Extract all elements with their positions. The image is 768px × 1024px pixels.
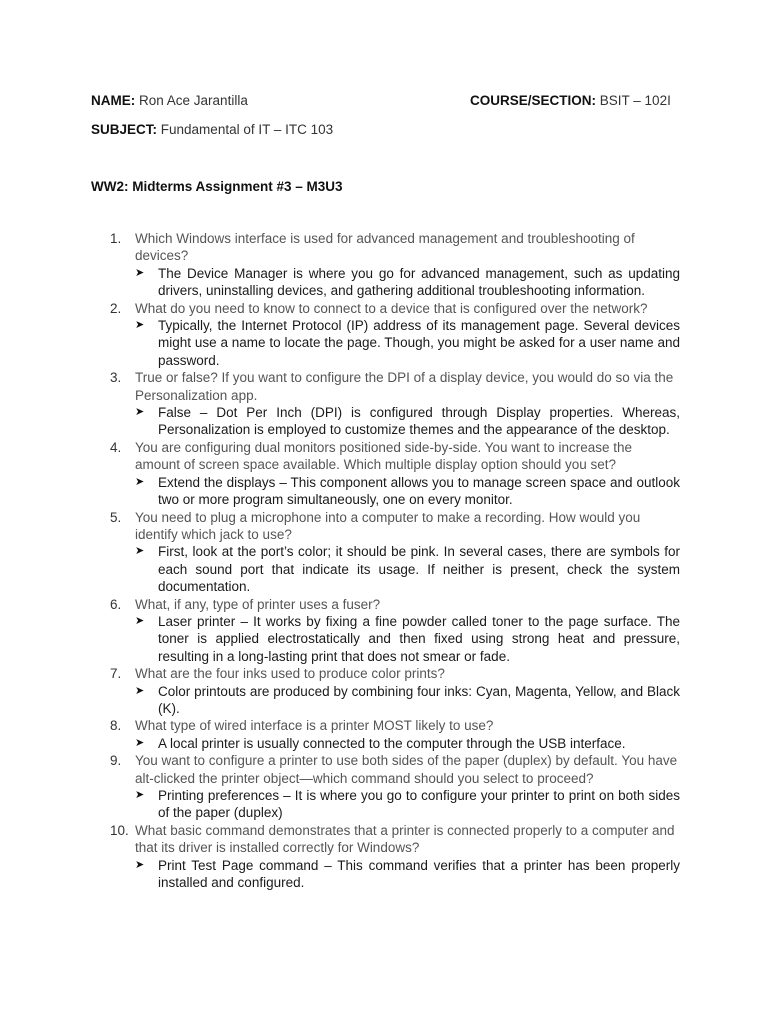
arrowhead-bullet-icon: ➤	[135, 789, 145, 801]
question-list	[110, 230, 680, 891]
answer-item	[135, 317, 680, 369]
answer-text: Printing preferences – It is where you go to configure your printer to print on both sides of the paper (duplex)	[158, 788, 680, 821]
answer-item	[135, 265, 680, 300]
subject-label: SUBJECT:	[91, 122, 158, 137]
question-item	[110, 665, 680, 717]
question-text: You want to configure a printer to use both sides of the paper (duplex) by default. You have alt-clicked the printer object—which command should you select to proceed?	[135, 753, 678, 786]
subject-line	[91, 121, 333, 139]
question-item	[110, 752, 680, 822]
question-text: True or false? If you want to configure the DPI of a display device, you would do so via the Personalization app.	[135, 370, 674, 403]
question-number: 1.	[110, 231, 122, 246]
answer-item	[135, 683, 680, 718]
arrowhead-bullet-icon: ➤	[135, 858, 145, 871]
arrowhead-bullet-icon: ➤	[135, 406, 145, 419]
course-section-label: COURSE/SECTION:	[470, 93, 597, 108]
question-number: 8.	[110, 718, 122, 734]
question-item	[110, 369, 680, 439]
name-value: Ron Ace Jarantilla	[139, 93, 248, 108]
name-line	[91, 92, 248, 110]
answer-item	[135, 474, 680, 509]
question-item	[110, 230, 680, 300]
question-number: 9.	[110, 753, 122, 769]
question-item	[110, 509, 680, 596]
question-number: 4.	[110, 439, 122, 455]
answer-text: Typically, the Internet Protocol (IP) address of its management page. Several devices might use a name to locate the page. Though, you might be asked for a user name and password.	[158, 318, 680, 368]
course-section-line	[470, 92, 671, 110]
answer-text: A local printer is usually connected to the computer through the USB interface.	[158, 735, 626, 751]
arrowhead-bullet-icon: ➤	[135, 614, 145, 627]
assignment-title: WW2: Midterms Assignment #3 – M3U3	[91, 179, 343, 194]
answer-item	[135, 857, 680, 892]
arrowhead-bullet-icon: ➤	[135, 684, 145, 697]
question-item	[110, 439, 680, 509]
answer-item	[135, 735, 680, 752]
answer-item	[135, 543, 680, 595]
name-label: NAME:	[91, 93, 136, 108]
answer-text: Extend the displays – This component allows you to manage screen space and outlook two or more program simultaneously, one on every monitor.	[158, 474, 680, 508]
question-item	[110, 300, 680, 370]
answer-item	[135, 404, 680, 439]
answer-text: Color printouts are produced by combining four inks: Cyan, Magenta, Yellow, and Black (K).	[158, 683, 680, 716]
answer-item	[135, 613, 680, 665]
question-number: 6.	[110, 596, 122, 612]
question-text: Which Windows interface is used for advanced management and troubleshooting of devices?	[135, 231, 635, 264]
question-text: You need to plug a microphone into a computer to make a recording. How would you identify which jack to use?	[135, 509, 641, 542]
answer-text: First, look at the port’s color; it should be pink. In several cases, there are symbols for each sound port that indicate its usage. If neither is present, check the system documentation.	[158, 544, 680, 595]
question-item	[110, 717, 680, 752]
arrowhead-bullet-icon: ➤	[135, 736, 145, 749]
question-number: 10.	[110, 822, 129, 838]
question-item	[110, 596, 680, 666]
question-text: What, if any, type of printer uses a fuser?	[135, 596, 381, 612]
question-text: You are configuring dual monitors positioned side-by-side. You want to increase the amount of screen space available. Which multiple display option should you set?	[135, 439, 633, 473]
question-number: 2.	[110, 300, 122, 316]
question-text: What are the four inks used to produce color prints?	[135, 666, 445, 682]
answer-text: False – Dot Per Inch (DPI) is configured through Display properties. Whereas, Personalization is employed to customize themes and the appearance of the desktop.	[158, 405, 680, 438]
answer-item	[135, 787, 680, 822]
question-number: 5.	[110, 509, 122, 525]
arrowhead-bullet-icon: ➤	[135, 266, 145, 279]
answer-text: Laser printer – It works by fixing a fine powder called toner to the page surface. The toner is applied electrostatically and then fixed using strong heat and pressure, resulting in a long-lasting print that does not smear or fade.	[158, 613, 680, 664]
question-text: What type of wired interface is a printer MOST likely to use?	[135, 718, 494, 734]
question-number: 7.	[110, 666, 122, 682]
question-item	[110, 822, 680, 892]
answer-text: The Device Manager is where you go for advanced management, such as updating drivers, uninstalling devices, and gathering additional troubleshooting information.	[158, 265, 680, 299]
subject-value: Fundamental of IT – ITC 103	[160, 122, 334, 137]
question-text: What basic command demonstrates that a printer is connected properly to a computer and that its driver is installed correctly for Windows?	[135, 822, 675, 856]
question-text: What do you need to know to connect to a device that is configured over the network?	[135, 300, 648, 316]
arrowhead-bullet-icon: ➤	[135, 319, 145, 332]
arrowhead-bullet-icon: ➤	[135, 545, 145, 558]
course-section-value: BSIT – 102I	[599, 93, 671, 108]
arrowhead-bullet-icon: ➤	[135, 475, 145, 488]
answer-text: Print Test Page command – This command verifies that a printer has been properly installed and configured.	[158, 857, 680, 891]
question-number: 3.	[110, 370, 122, 386]
